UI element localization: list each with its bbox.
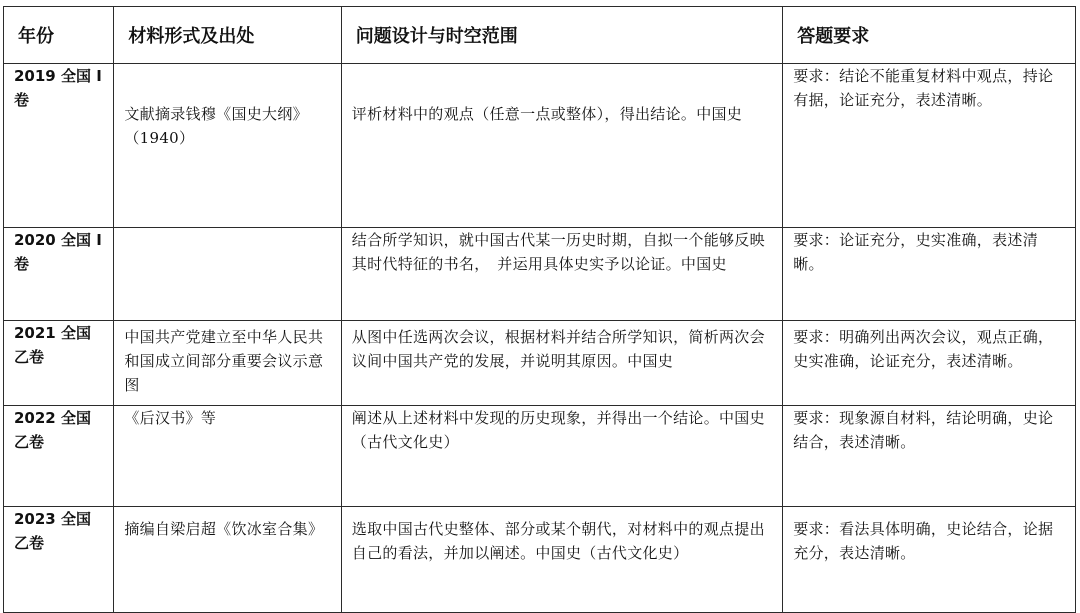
requirement-cell: 要求：明确列出两次会议，观点正确，史实准确，论证充分，表述清晰。 bbox=[783, 321, 1076, 406]
year-cell: 2019 全国 I 卷 bbox=[4, 64, 114, 228]
question-cell: 选取中国古代史整体、部分或某个朝代，对材料中的观点提出自己的看法，并加以阐述。中国史（古代文化史） bbox=[341, 507, 782, 613]
table-row bbox=[4, 64, 1076, 228]
exam-questions-table bbox=[3, 6, 1076, 613]
header-material: 材料形式及出处 bbox=[114, 7, 341, 64]
requirement-cell: 要求：论证充分，史实准确，表述清晰。 bbox=[783, 228, 1076, 321]
year-cell: 2023 全国乙卷 bbox=[4, 507, 114, 613]
question-cell: 从图中任选两次会议，根据材料并结合所学知识，简析两次会议间中国共产党的发展，并说明其原因。中国史 bbox=[341, 321, 782, 406]
year-cell: 2022 全国乙卷 bbox=[4, 406, 114, 507]
table-header-row bbox=[4, 7, 1076, 64]
requirement-cell: 要求：现象源自材料，结论明确，史论结合，表述清晰。 bbox=[783, 406, 1076, 507]
material-cell: 《后汉书》等 bbox=[114, 406, 341, 507]
requirement-cell: 要求：结论不能重复材料中观点，持论有据，论证充分，表述清晰。 bbox=[783, 64, 1076, 228]
material-cell: 中国共产党建立至中华人民共和国成立间部分重要会议示意图 bbox=[114, 321, 341, 406]
header-requirement: 答题要求 bbox=[783, 7, 1076, 64]
material-cell bbox=[114, 228, 341, 321]
header-year: 年份 bbox=[4, 7, 114, 64]
table-row bbox=[4, 406, 1076, 507]
question-cell: 阐述从上述材料中发现的历史现象，并得出一个结论。中国史（古代文化史） bbox=[341, 406, 782, 507]
material-cell: 文献摘录钱穆《国史大纲》（1940） bbox=[114, 64, 341, 228]
table-row bbox=[4, 228, 1076, 321]
question-cell: 结合所学知识，就中国古代某一历史时期，自拟一个能够反映其时代特征的书名， 并运用具体史实予以论证。中国史 bbox=[341, 228, 782, 321]
table-row bbox=[4, 321, 1076, 406]
year-cell: 2020 全国 I 卷 bbox=[4, 228, 114, 321]
requirement-cell: 要求：看法具体明确，史论结合，论据充分，表达清晰。 bbox=[783, 507, 1076, 613]
year-cell: 2021 全国乙卷 bbox=[4, 321, 114, 406]
header-question: 问题设计与时空范围 bbox=[341, 7, 782, 64]
question-cell: 评析材料中的观点（任意一点或整体），得出结论。中国史 bbox=[341, 64, 782, 228]
material-cell: 摘编自梁启超《饮冰室合集》 bbox=[114, 507, 341, 613]
table-row bbox=[4, 507, 1076, 613]
